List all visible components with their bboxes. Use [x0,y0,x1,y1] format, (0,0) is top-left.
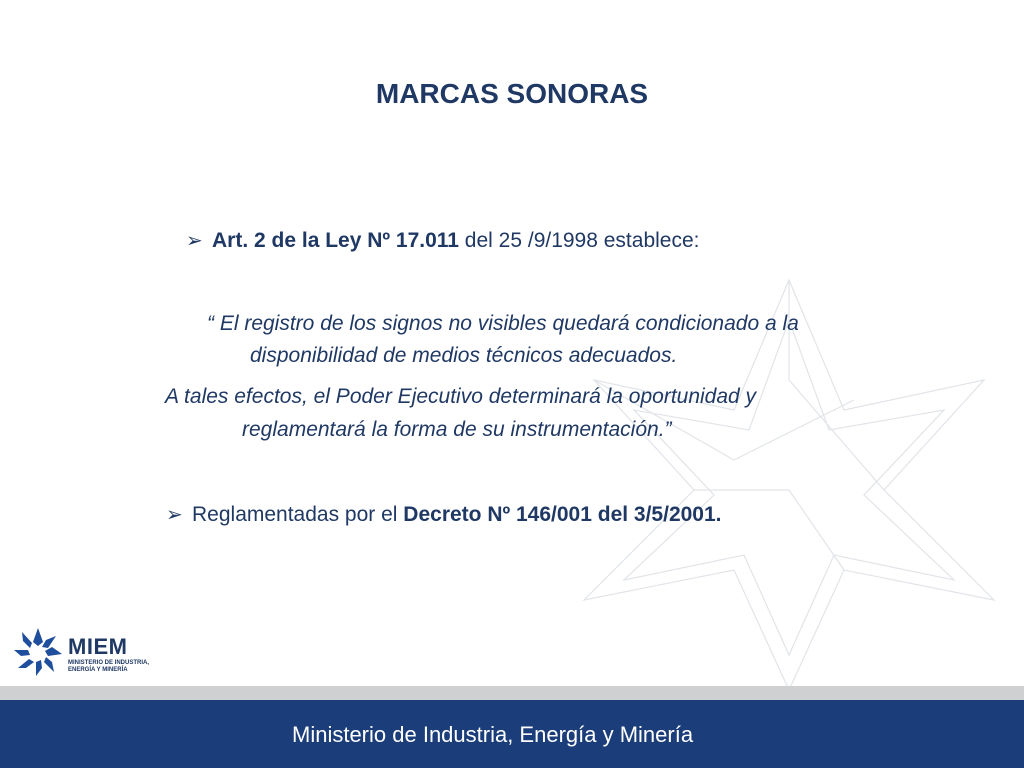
law-reference-text: del 25 /9/1998 establece: [458,229,700,252]
decree-reference-bold: Decreto Nº 146/001 del 3/5/2001. [403,503,722,526]
footer-ministry-name: Ministerio de Industria, Energía y Minería [292,722,694,747]
logo-name: MIEM [68,634,128,659]
logo-subtitle-line-2: ENERGÍA Y MINERÍA [68,667,128,673]
miem-logo [12,624,172,684]
law-reference-bold: Art. 2 de la Ley Nº 17.011 [212,229,459,252]
footer-gray-bar [0,686,1024,700]
quote-line-1: “ El registro de los signos no visibles quedará condicionado a la [207,312,799,335]
arrow-bullet-icon: ➢ [166,504,183,526]
quote-line-4: reglamentará la forma de su instrumentación.” [242,418,672,441]
logo-subtitle [68,660,168,674]
quote-line-3: A tales efectos, el Poder Ejecutivo determinará la oportunidad y [165,385,757,408]
arrow-bullet-icon: ➢ [186,230,203,252]
decree-reference-text: Reglamentadas por el [192,503,404,526]
quote-line-2: disponibilidad de medios técnicos adecuados. [250,344,678,367]
bullet-decree-reference [166,502,722,527]
footer-bar [0,700,1024,768]
bullet-law-reference [186,228,699,253]
logo-subtitle-line-1: MINISTERIO DE INDUSTRIA, [68,660,150,666]
slide-title: MARCAS SONORAS [375,78,649,109]
miem-star-icon [12,626,64,678]
